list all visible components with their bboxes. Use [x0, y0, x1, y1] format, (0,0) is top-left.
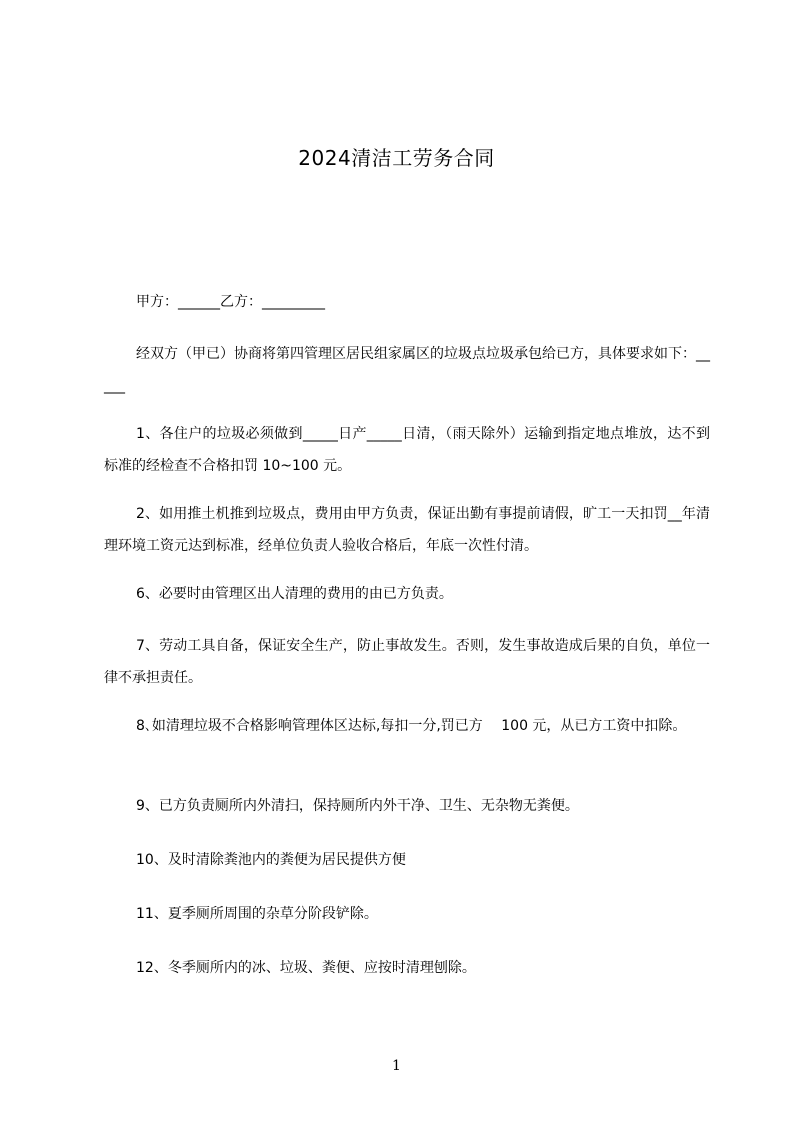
clause-11: 11、夏季厕所周围的杂草分阶段铲除。 — [136, 906, 378, 922]
clause-10: 10、及时清除粪池内的粪便为居民提供方便 — [136, 852, 406, 868]
clause-12: 12、冬季厕所内的冰、垃圾、粪便、应按时清理刨除。 — [136, 960, 476, 976]
clause-6: 6、必要时由管理区出人清理的费用的由已方负责。 — [136, 586, 453, 602]
clause-7: 7、劳动工具自备，保证安全生产，防止事故发生。否则，发生事故造成后果的自负，单位一律不承担责任。 — [104, 638, 710, 686]
clause-9: 9、已方负责厕所内外清扫，保持厕所内外干净、卫生、无杂物无粪便。 — [136, 798, 579, 814]
page-number: 1 — [392, 1058, 401, 1074]
clause-2: 2、如用推土机推到垃圾点，费用由甲方负责，保证出勤有事提前请假，旷工一天扣罚__年清理环境工资元达到标准，经单位负责人验收合格后，年底一次性付清。 — [104, 506, 710, 554]
parties-line: 甲方：______乙方：_________ — [136, 294, 325, 310]
document-title: 2024清洁工劳务合同 — [298, 146, 495, 170]
clause-8: 8､如清理垃圾不合格影响管理体区达标,每扣一分,罚已方 100 元，从已方工资中扣除。 — [136, 718, 687, 734]
intro-paragraph: 经双方（甲已）协商将第四管理区居民组家属区的垃圾点垃圾承包给已方，具体要求如下：_____ — [104, 346, 710, 394]
clause-1: 1、各住户的垃圾必须做到_____日产_____日清，（雨天除外）运输到指定地点堆放，达不到标准的经检查不合格扣罚 10~100 元。 — [104, 426, 710, 474]
